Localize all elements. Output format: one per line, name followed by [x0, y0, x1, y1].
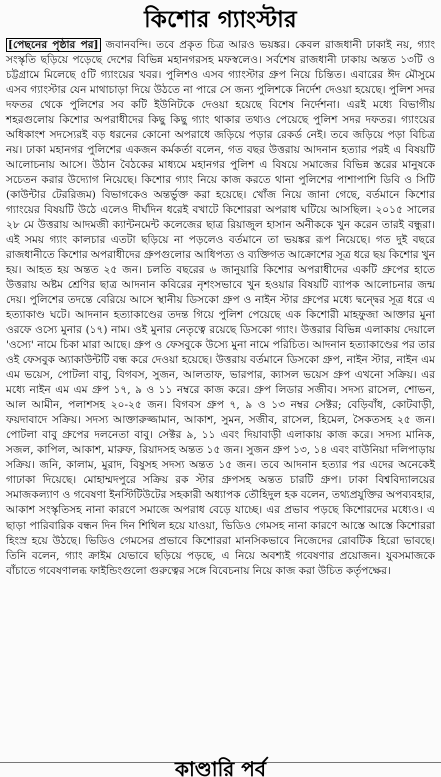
continued-from-label: [পেছনের পৃষ্ঠার পর]	[8, 39, 99, 51]
article-body	[6, 38, 435, 579]
article-headline: কিশোর গ্যাংস্টার	[144, 7, 297, 33]
article-body-text: জবানবন্দি। তবে প্রকৃত চিত্র আরও ভয়ঙ্কর। কেবল রাজধানী ঢাকাই নয়, গ্যাং সংস্কৃতি ছড়িয়ে পড়েছে দেশের বিভিন্ন মহানগরসহ মফস্বলেও। সর্বশেষ রাজধানী ঢাকায় অন্তত ১৩টি ও চট্টগ্রামে মিলেছে ৫টি গ্যাংয়ের খবর। পুলিশও এসব গ্যাংস্টার গ্রুপ নিয়ে চিন্তিত। এবারের ঈদ মৌসুমে এসব গ্যাংস্টার যেন মাথাচাড়া দিয়ে উঠতে না পারে সে জন্য পুলিশকে নির্দেশ দেওয়া হয়েছে। পুলিশ সদর দফতর থেকে পুলিশের সব কটি ইউনিটকে দেওয়া হয়েছে বিশেষ নির্দেশনা। এরই মধ্যে বিভাগীয় শহরগুলোয় কিশোর অপরাধীদের কিছু কিছু গ্যাং থাকার তথ্যও পেয়েছে পুলিশ সদর দফতর। গ্যাংয়ের অধিকাংশ সদস্যেরই বড় ধরনের কোনো অপরাধে জড়িয়ে পড়ার রেকর্ড নেই। তবে জড়িয়ে পড়া বিচিত্র নয়। ঢাকা মহানগর পুলিশের একজন কর্মকর্তা বলেন, গত বছর উত্তরায় আদনান হত্যার পরই এ বিষয়টি আলোচনায় আসে। উঠান বৈঠকের মাধ্যমে মহানগর পুলিশ এ বিষয়ে সমাজের বিভিন্ন স্তরের মানুষকে সচেতন করার উদ্যোগ নিয়েছে। কিশোর গ্যাং নিয়ে কাজ করতে থানা পুলিশের পাশাপাশি ডিবি ও সিটি (কাউন্টার টেররিজম) বিভাগকেও অন্তর্ভুক্ত করা হয়েছে। খোঁজ নিয়ে জানা গেছে, বর্তমানে কিশোর গ্যাংয়ের বিষয়টি উঠে এলেও দীর্ঘদিন ধরেই বখাটে কিশোররা অপরাধ ঘটিয়ে আসছিল। ২০১৫ সালের ২৮ মে উত্তরায় আদমজী ক্যান্টনমেন্ট কলেজের ছাত্র রিয়াজুল হাসান অনীককে খুন করেন তারই বন্ধুরা। এই সময় গ্যাং কালচার এতটা ছড়িয়ে না পড়লেও বর্তমানে তা ভয়ঙ্কর রূপ নিয়েছে। গত দুই বছরে রাজধানীতে কিশোর অপরাধীদের গ্রুপগুলোর আধিপত্য ও ব্যক্তিগত আক্রোশের সূত্র ধরে ছয় কিশোর খুন হয়। আহত হয় অন্তত ২৫ জন। চলতি বছরের ৬ জানুয়ারি কিশোর অপরাধীদের একটি গ্রুপের হাতে উত্তরায় অষ্টম শ্রেণির ছাত্র আদনান কবিরের নৃশংসভাবে খুন হওয়ার বিষয়টি ব্যাপক আলোচনার জন্ম দেয়। পুলিশের তদন্তে বেরিয়ে আসে স্থানীয় ডিসকো গ্রুপ ও নাইন স্টার গ্রুপের মধ্যে দ্বন্দ্বের সূত্র ধরে এ হত্যাকাণ্ড ঘটে। আদনান হত্যাকাণ্ডের তদন্ত গিয়ে পুলিশ পেয়েছে এক কিশোরী মাহফুজা আক্তার মুনা ওরফে ওস্যে মুনার (১৭) নাম। ওই মুনার নেতৃত্বে রয়েছে ডিসকো গ্যাং। উত্তরার বিভিন্ন এলাকায় দেয়ালে 'ওস্যে' নামে চিকা মারা আছে। গ্রুপ ও ফেসবুকে উস্যে মুনা নামে পরিচিত। আদনান হত্যাকাণ্ডের পর তার ওই ফেসবুক অ্যাকাউন্টটি বন্ধ করে দেওয়া হয়েছে। উত্তরায় বর্তমানে ডিসকো গ্রুপ, নাইন স্টার, নাইন এম এম ভয়েস, পোটলা বাবু, বিগবস, সুজন, আলতাফ, ভারপার, ক্যাসল ভয়েস গ্রুপ এখনো সক্রিয়। এর মধ্যে নাইন এম এম গ্রুপ ১৭, ৯ ও ১১ নম্বরে কাজ করে। গ্রুপ লিডার সজীব। সদস্য রাসেল, শোভন, আল আমীন, পলাশসহ ২০-২৫ জন। বিগবস গ্রুপ ৭, ৯ ও ১৩ নম্বর সেক্টর; বেড়িবাঁধ, কোটবাড়ী, ফয়দাবাদে সক্রিয়। সদস্য আক্তারুজ্জামান, আকাশ, সুমন, সজীব, রাসেল, হিমেল, সৈকতসহ ২৫ জন। পোটলা বাবু গ্রুপের দলনেতা বাবু। সেক্টর ৯, ১১ এবং দিয়াবাড়ী এলাকায় কাজ করে। সদস্য মানিক, সজল, কাপিল, আকাশ, মারুফ, রিয়াদসহ অন্তত ১৫ জন। সুজন গ্রুপ ১৩, ১৪ এবং বাউনিয়া দলিপাড়ায় সক্রিয়। জনি, কালাম, মুরাদ, বিষুসহ সদস্য অন্তত ১৫ জন। তবে আদনান হত্যার পর এদের অনেকেই গাঢাকা দিয়েছে। মোহাম্মদপুরে সক্রিয় রক স্টার গ্রুপসহ অন্তত চারটি গ্রুপ। ঢাকা বিশ্ববিদ্যালয়ের সমাজকল্যাণ ও গবেষণা ইনস্টিটিউটের সহকারী অধ্যাপক তৌহিদুল হক বলেন, তথ্যপ্রযুক্তির অপব্যবহার, আকাশ সংস্কৃতিসহ নানা কারণে সমাজে অপরাধ বেড়ে যাচ্ছে। এর প্রভাব পড়ছে কিশোরদের মধ্যেও। এ ছাড়া পারিবারিক বন্ধন দিন দিন শিথিল হয়ে যাওয়া, ভিডিও গেমসহ নানা কারণে আস্তে আস্তে কিশোররা হিংস্র হয়ে উঠছে। ভিডিও গেমসের প্রভাবে কিশোররা মানসিকভাবে নিজেদের রোবটিক হিরো ভাবছে। তিনি বলেন, গ্যাং ক্রাইম যেভাবে ছড়িয়ে পড়ছে, এ নিয়ে অবশ্যই গবেষণার প্রয়োজন। যুবসমাজকে বাঁচাতে গবেষণালব্ধ ফাইন্ডিংগুলো গুরুত্বের সঙ্গে বিবেচনায় নিয়ে কাজ করা উচিত কর্তৃপক্ষের।	[6, 39, 435, 577]
next-article-headline-cut: কাণ্ডারি পর্ব	[175, 757, 266, 777]
